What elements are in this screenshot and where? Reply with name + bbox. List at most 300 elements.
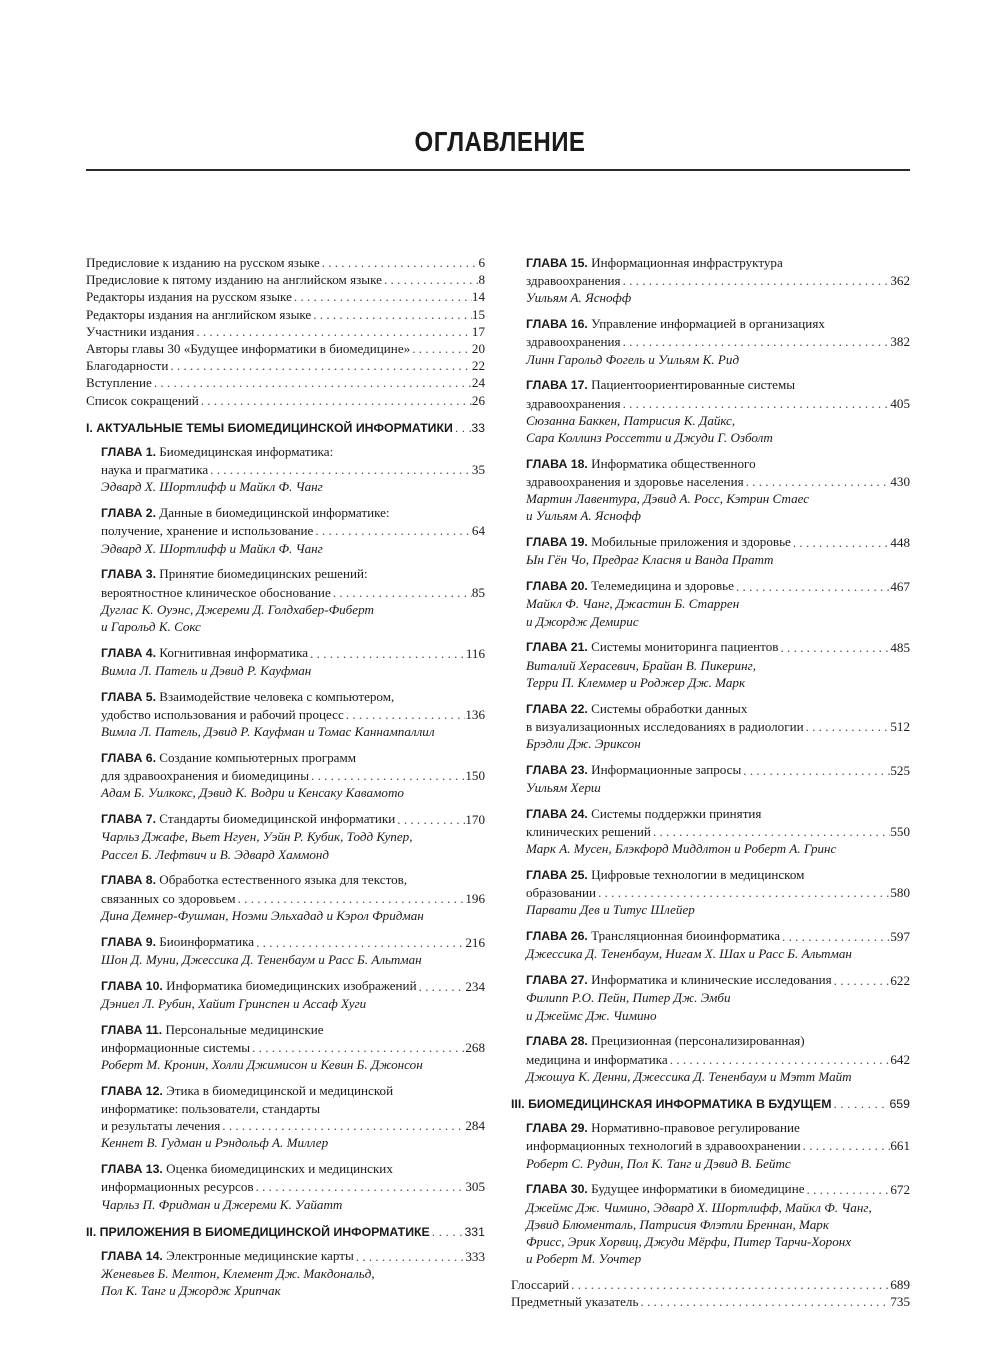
chapter-title-text: Взаимодействие человека с компьютером, [159,688,395,704]
section-title: II. ПРИЛОЖЕНИЯ В БИОМЕДИЦИНСКОЙ ИНФОРМАТИКЕ [86,1224,430,1239]
page-number: 8 [478,272,485,288]
leader-dots [152,374,472,391]
chapter-title-text: для здравоохранения и биомедицины [101,768,310,784]
chapter-authors: Филипп Р.О. Пейн, Питер Дж. Эмби [526,990,731,1006]
chapter-authors: Роберт М. Кронин, Холли Джимисон и Кевин Б. Джонсон [101,1057,423,1073]
leader-dots [791,534,891,551]
chapter-title-text: Биомедицинская информатика: [159,444,334,460]
chapter-label: ГЛАВА 26. [526,929,588,944]
page-number: 467 [890,579,910,595]
front-matter-item[interactable] [86,357,485,374]
entry-title: Список сокращений [86,392,199,408]
chapter-title-line [526,315,910,333]
page-number: 20 [471,341,485,357]
chapter-title-line [101,565,485,583]
section-heading[interactable] [511,1096,910,1113]
page-number: 196 [465,890,485,906]
chapter-authors: Брэдли Дж. Эриксон [526,736,641,752]
page-number: 661 [890,1138,910,1154]
toc-right-column [511,254,910,1310]
chapter-entry[interactable] [101,1082,485,1152]
chapter-label: ГЛАВА 5. [101,689,156,704]
chapter-entry[interactable] [526,805,910,858]
leader-dots [254,934,465,951]
page-number: 33 [471,420,485,435]
chapter-label: ГЛАВА 20. [526,579,588,594]
entry-title: Участники издания [86,323,195,339]
page-number: 735 [890,1294,910,1310]
leader-dots [354,1248,466,1265]
chapter-label: ГЛАВА 27. [526,973,588,988]
chapter-title-text: Электронные медицинские карты [166,1248,354,1264]
section-chapters [86,1247,485,1300]
chapter-title-text: информационные системы [101,1039,251,1055]
chapter-title-text: Обработка естественного языка для текстов, [159,872,408,888]
chapter-title-text: Будущее информатики в биомедицине [591,1181,805,1197]
chapter-title-text: в визуализационных исследованиях в радиологии [526,718,804,734]
page-number: 15 [471,306,485,322]
chapter-label: ГЛАВА 10. [101,978,163,993]
entry-title: Благодарности [86,358,169,374]
chapter-label: ГЛАВА 17. [526,378,588,393]
page-number: 305 [465,1179,485,1195]
front-matter-item[interactable] [86,323,485,340]
chapter-entry[interactable] [526,866,910,919]
chapter-title-text: Когнитивная информатика [159,644,309,660]
chapter-entry[interactable] [101,749,485,802]
leader-dots [250,1039,465,1056]
leader-dots [236,890,466,907]
chapter-title-text: Системы поддержки принятия [591,805,762,821]
page-number: 85 [471,584,485,600]
chapter-authors: Шон Д. Муни, Джессика Д. Тененбаум и Расс Б. Альтман [101,951,422,967]
leader-dots [311,306,472,323]
chapter-entry[interactable] [101,977,485,1012]
chapter-authors: Джошуа К. Денни, Джессика Д. Тененбаум и Мэтт Майт [526,1068,852,1084]
chapter-title-text: информационных ресурсов [101,1179,254,1195]
back-matter-item[interactable] [511,1293,910,1310]
page-number: 170 [465,812,485,828]
chapter-title-line [526,1137,910,1154]
leader-dots [804,718,891,735]
page-number: 405 [890,395,910,411]
chapter-entry[interactable] [526,700,910,753]
chapter-title-line [101,749,485,767]
chapter-label: ГЛАВА 29. [526,1121,588,1136]
leader-dots [621,395,891,412]
chapter-label: ГЛАВА 12. [101,1083,163,1098]
chapter-title-line [101,810,485,828]
chapter-authors: Мартин Лавентура, Дэвид А. Росс, Кэтрин Стаес [526,491,810,507]
leader-dots [832,972,891,989]
page-number: 150 [465,768,485,784]
page-number: 64 [471,523,485,539]
page-number: 382 [890,334,910,350]
chapters-15-28 [511,254,910,1085]
chapter-title-line [526,533,910,551]
chapter-title-line [526,927,910,945]
chapter-entry[interactable] [101,565,485,635]
chapter-title-text: Данные в биомедицинской информатике: [159,505,390,521]
chapter-title-line [101,933,485,951]
entry-title: Глоссарий [511,1277,570,1293]
leader-dots [621,272,891,289]
chapter-authors: Сара Коллинз Россетти и Джуди Г. Озболт [526,430,773,446]
chapter-entry[interactable] [101,1247,485,1300]
chapter-entry[interactable] [101,1021,485,1074]
chapter-title-line [101,504,485,522]
chapter-title-text: образовании [526,885,597,901]
chapter-entry[interactable] [526,376,910,446]
leader-dots [741,762,890,779]
page-number: 689 [890,1277,910,1293]
chapter-authors: Эдвард Х. Шортлифф и Майкл Ф. Чанг [101,540,323,556]
chapter-label: ГЛАВА 15. [526,256,588,270]
chapter-label: ГЛАВА 11. [101,1022,163,1037]
chapter-label: ГЛАВА 1. [101,445,156,460]
chapter-authors: Марк А. Мусен, Блэкфорд Миддлтон и Роберт А. Гринс [526,841,837,857]
chapter-label: ГЛАВА 21. [526,640,588,655]
chapter-authors: Фрисс, Эрик Хорвиц, Джуди Мёрфи, Питер Тарчи-Хоронх [526,1234,852,1250]
entry-title: Предисловие к пятому изданию на английском языке [86,272,382,288]
page-number: 333 [465,1249,485,1265]
chapter-label: ГЛАВА 30. [526,1182,588,1197]
chapter-label: ГЛАВА 16. [526,317,588,332]
chapter-authors: Роберт С. Рудин, Пол К. Танг и Дэвид В. Бейтс [526,1155,791,1171]
leader-dots [569,1276,890,1293]
chapter-title-text: Цифровые технологии в медицинском [591,867,805,883]
chapter-title-line [101,1039,485,1056]
chapter-entry[interactable] [526,638,910,691]
chapter-title-line [101,890,485,907]
chapter-title-line [101,584,485,601]
leader-dots [344,706,466,723]
leader-dots [417,978,466,995]
section-heading[interactable] [86,420,485,437]
leader-dots [208,461,472,478]
page-number: 24 [471,375,485,391]
chapter-title-text: Системы обработки данных [591,700,748,716]
front-matter-item[interactable] [86,392,485,409]
chapter-entry[interactable] [526,1180,910,1267]
chapter-title-text: медицина и информатика [526,1051,668,1067]
chapter-title-text: Создание компьютерных программ [159,750,357,766]
page-number: 268 [465,1039,485,1055]
section-title: I. АКТУАЛЬНЫЕ ТЕМЫ БИОМЕДИЦИНСКОЙ ИНФОРМАТИКИ [86,420,453,435]
chapter-entry[interactable] [101,1160,485,1213]
leader-dots [651,823,890,840]
chapter-authors: Дэвид Блюменталь, Патрисия Флэтли Бреннан, Марк [526,1216,829,1232]
front-matter-list [86,254,485,409]
section-2 [86,1224,485,1300]
page-number: 216 [465,934,485,950]
front-matter-item[interactable] [86,271,485,288]
page-number: 485 [890,640,910,656]
leader-dots [734,578,890,595]
chapter-title-text: наука и прагматика [101,462,209,478]
chapter-title-line [101,977,485,995]
chapter-entry[interactable] [101,810,485,863]
section-title: III. БИОМЕДИЦИНСКАЯ ИНФОРМАТИКА В БУДУЩЕМ [511,1097,832,1112]
chapter-title-line [526,971,910,989]
chapter-authors: Уильям Херш [526,780,601,796]
page-number: 550 [890,824,910,840]
chapter-title-line [101,1100,485,1117]
page-number: 642 [890,1051,910,1067]
chapter-title-text: Управление информацией в организациях [591,316,825,332]
chapter-title-line [101,1247,485,1265]
chapter-entry[interactable] [526,455,910,525]
chapter-title-text: Мобильные приложения и здоровье [591,534,791,550]
leader-dots [621,333,891,350]
leader-dots [638,1293,890,1310]
chapter-title-text: здравоохранения [526,334,621,350]
page-number: 35 [471,462,485,478]
chapter-title-line [526,1051,910,1068]
front-matter-item[interactable] [86,374,485,391]
chapter-entry[interactable] [526,315,910,368]
leader-dots [744,473,891,490]
chapter-entry[interactable] [101,688,485,741]
leader-dots [331,584,472,601]
chapter-entry[interactable] [526,254,910,307]
chapter-entry[interactable] [101,443,485,496]
chapter-title-text: Информатика и клинические исследования [591,972,832,988]
section-chapters [86,443,485,1213]
page-number: 512 [890,718,910,734]
chapter-entry[interactable] [526,533,910,568]
chapter-entry[interactable] [101,871,485,924]
chapter-title-line [101,1082,485,1100]
chapter-title-text: Прецизионная (персонализированная) [591,1033,805,1049]
page-number: 17 [471,323,485,339]
chapter-label: ГЛАВА 24. [526,806,588,821]
chapter-title-line [526,254,910,272]
leader-dots [313,522,472,539]
chapter-title-line [526,455,910,473]
chapter-title-text: Системы мониторинга пациентов [591,639,779,655]
page-number: 448 [890,535,910,551]
chapter-authors: и Уильям А. Яснофф [526,508,641,524]
chapter-authors: Кеннет В. Гудман и Рэндольф А. Миллер [101,1135,329,1151]
chapter-entry[interactable] [526,1119,910,1172]
chapter-label: ГЛАВА 4. [101,645,156,660]
chapter-label: ГЛАВА 8. [101,873,156,888]
page-number: 116 [465,645,485,661]
chapter-label: ГЛАВА 2. [101,506,156,521]
chapter-title-line [526,1180,910,1198]
leader-dots [395,811,465,828]
chapter-label: ГЛАВА 23. [526,762,588,777]
chapter-entry[interactable] [101,933,485,968]
chapter-title-text: и результаты лечения [101,1118,221,1134]
chapter-entry[interactable] [101,644,485,679]
section-chapters [511,1119,910,1267]
chapter-label: ГЛАВА 28. [526,1034,588,1049]
chapter-label: ГЛАВА 19. [526,535,588,550]
chapter-label: ГЛАВА 25. [526,868,588,883]
chapter-label: ГЛАВА 13. [101,1162,163,1177]
leader-dots [309,767,465,784]
chapter-authors: Эдвард Х. Шортлифф и Майкл Ф. Чанг [101,479,323,495]
chapter-title-line [526,376,910,394]
chapter-title-line [101,522,485,539]
page-number: 430 [890,474,910,490]
chapter-title-line [526,638,910,656]
page-number: 26 [471,392,485,408]
chapter-authors: Чарльз Джафе, Вьет Нгуен, Уэйн Р. Кубик, Тодд Купер, [101,829,413,845]
chapter-label: ГЛАВА 18. [526,456,588,471]
leader-dots [292,288,472,305]
entry-title: Авторы главы 30 «Будущее информатики в биомедицине» [86,341,411,357]
chapter-title-line [101,1021,485,1039]
chapter-entry[interactable] [526,971,910,1024]
leader-dots [805,1181,891,1198]
chapter-title-text: Информационная инфраструктура [591,255,783,270]
leader-dots [801,1137,891,1154]
chapter-title-line [526,395,910,412]
chapter-title-text: Биоинформатика [159,933,255,949]
page-number: 597 [890,929,910,945]
chapter-title-line [526,272,910,289]
section-3 [511,1096,910,1267]
chapter-label: ГЛАВА 7. [101,812,156,827]
chapter-entry[interactable] [526,577,910,630]
leader-dots [308,645,466,662]
chapter-title-line [101,767,485,784]
chapter-label: ГЛАВА 6. [101,751,156,766]
chapter-entry[interactable] [526,1032,910,1085]
chapter-title-text: Стандарты биомедицинской информатики [159,811,396,827]
chapter-authors: Пол К. Танг и Джордж Хрипчак [101,1283,281,1299]
chapter-authors: и Роберт М. Уочтер [526,1251,642,1267]
chapter-title-line [101,461,485,478]
chapter-authors: Вимла Л. Патель, Дэвид Р. Кауфман и Томас Каннампаллил [101,724,435,740]
chapter-title-text: Оценка биомедицинских и медицинских [166,1161,393,1177]
chapter-title-text: Пациентоориентированные системы [591,377,796,393]
section-1 [86,420,485,1213]
chapter-label: ГЛАВА 22. [526,701,588,716]
chapter-title-text: Этика в биомедицинской и медицинской [166,1082,394,1098]
leader-dots [596,884,890,901]
page-number: 136 [465,707,485,723]
entry-title: Редакторы издания на русском языке [86,289,292,305]
entry-title: Редакторы издания на английском языке [86,306,312,322]
chapter-title-line [101,688,485,706]
leader-dots [320,254,479,271]
title-rule [86,169,910,171]
page-number: 525 [890,762,910,778]
chapter-title-text: связанных со здоровьем [101,890,236,906]
chapter-title-text: Нормативно-правовое регулирование [591,1120,800,1136]
chapter-title-line [526,473,910,490]
chapter-title-line [526,577,910,595]
chapter-title-line [526,823,910,840]
chapter-authors: Виталий Херасевич, Брайан В. Пикеринг, [526,657,756,673]
chapter-title-line [526,866,910,884]
page-number: 331 [464,1224,485,1239]
chapter-title-line [101,871,485,889]
chapter-authors: Дуглас К. Оуэнс, Джереми Д. Голдхабер-Фиберт [101,601,374,617]
chapter-authors: Дэниел Л. Рубин, Хайит Гринспен и Ассаф Хуги [101,995,367,1011]
page-number: 284 [465,1118,485,1134]
section-heading[interactable] [86,1224,485,1241]
chapter-title-line [526,805,910,823]
chapter-authors: Джеймс Дж. Чимино, Эдвард Х. Шортлифф, Майкл Ф. Чанг, [526,1199,872,1215]
page-number: 362 [890,273,910,289]
front-matter-item[interactable] [86,340,485,357]
chapter-authors: Линн Гарольд Фогель и Уильям К. Рид [526,351,740,367]
chapter-authors: Адам Б. Уилкокс, Дэвид К. Водри и Кенсаку Кавамото [101,785,404,801]
leader-dots [254,1178,466,1195]
chapter-entry[interactable] [101,504,485,557]
chapter-title-text: Персональные медицинские [165,1021,324,1037]
chapter-authors: Майкл Ф. Чанг, Джастин Б. Старрен [526,596,740,612]
chapter-label: ГЛАВА 9. [101,934,156,949]
chapter-title-line [526,700,910,718]
page-number: 672 [890,1182,910,1198]
leader-dots [831,1096,889,1113]
chapter-title-text: клинических решений [526,824,651,840]
chapter-authors: Ын Гён Чо, Предраг Класня и Ванда Пратт [526,552,774,568]
entry-title: Предисловие к изданию на русском языке [86,255,320,270]
leader-dots [668,1051,891,1068]
chapter-entry[interactable] [526,927,910,962]
chapter-title-line [526,718,910,735]
leader-dots [453,420,471,437]
leader-dots [168,357,472,374]
front-matter-item[interactable] [86,254,485,271]
chapter-title-line [101,1117,485,1134]
chapter-title-line [526,1032,910,1050]
chapter-title-line [101,443,485,461]
chapter-title-line [526,333,910,350]
chapter-title-text: получение, хранение и использование [101,523,314,539]
back-matter-list [511,1276,910,1310]
chapter-title-text: Информатика биомедицинских изображений [166,977,417,993]
chapter-title-text: удобство использования и рабочий процесс [101,707,344,723]
chapter-authors: Вимла Л. Патель и Дэвид Р. Кауфман [101,663,312,679]
leader-dots [430,1224,465,1241]
front-matter-item[interactable] [86,288,485,305]
chapter-authors: Джессика Д. Тененбаум, Нигам Х. Шах и Расс Б. Альтман [526,946,852,962]
toc-left-column [86,254,485,1308]
leader-dots [382,271,479,288]
chapter-title-text: информатике: пользователи, стандарты [101,1101,321,1117]
chapter-title-text: Информатика общественного [591,455,756,471]
chapter-title-text: вероятностное клиническое обоснование [101,584,331,600]
chapter-label: ГЛАВА 3. [101,567,156,582]
leader-dots [220,1117,465,1134]
chapter-title-line [101,706,485,723]
entry-title: Предметный указатель [511,1294,639,1310]
chapter-authors: Чарльз П. Фридман и Джереми К. Уайатт [101,1196,343,1212]
chapter-authors: и Джордж Демирис [526,613,639,629]
chapter-title-text: Информационные запросы [591,761,742,777]
chapter-title-line [526,884,910,901]
chapter-title-text: здравоохранения [526,273,621,289]
chapter-title-text: Телемедицина и здоровье [591,578,734,594]
chapter-title-line [526,761,910,779]
chapter-entry[interactable] [526,761,910,796]
back-matter-item[interactable] [511,1276,910,1293]
chapter-authors: Уильям А. Яснофф [526,290,632,306]
front-matter-item[interactable] [86,306,485,323]
leader-dots [194,323,472,340]
chapter-title-text: информационных технологий в здравоохранении [526,1138,801,1154]
chapter-authors: Женевьев Б. Мелтон, Клемент Дж. Макдональд, [101,1266,375,1282]
chapter-label: ГЛАВА 14. [101,1249,163,1264]
